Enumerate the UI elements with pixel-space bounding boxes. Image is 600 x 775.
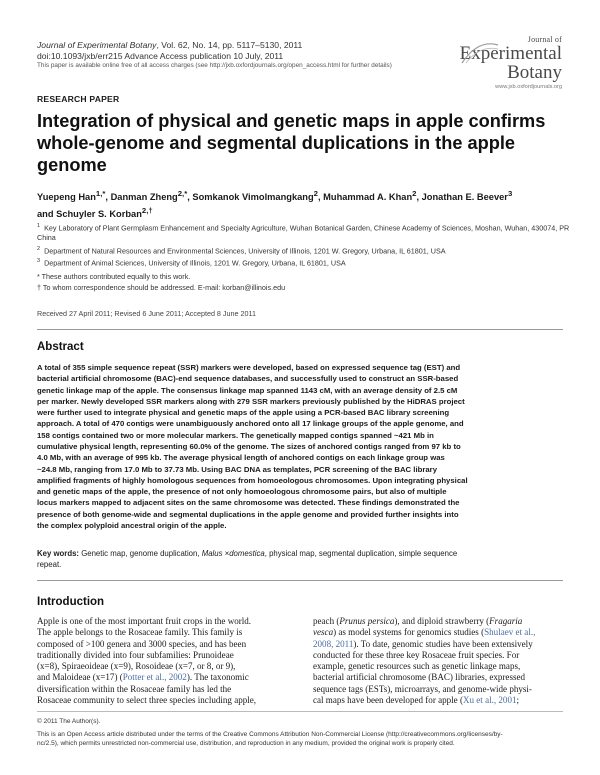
logo-arc-icon	[460, 39, 500, 65]
logo-url: www.jxb.oxfordjournals.org	[495, 84, 562, 90]
paper-title: Integration of physical and genetic maps in apple confirms whole-genome and segmental duplications in the apple genome	[37, 111, 546, 175]
logo-line-2: Experimental	[459, 43, 562, 64]
correspondence-email: To whom correspondence should be addressed. E-mail: korban@illinois.edu	[41, 283, 286, 292]
logo-line-3: Botany	[507, 62, 562, 83]
abstract-line: bacterial artificial chromosome (BAC)-end sequence databases, and successfully used to construct an SSR-based	[37, 374, 459, 384]
affiliation-1: $^1$ Key Laboratory of Plant Germplasm Enhancement and Specialty Agriculture, Wuhan Botanical Garden, Chinese Academy of Sciences, Moshan, Wuhan, 430074, PR China	[37, 223, 570, 243]
abstract-body	[37, 362, 563, 531]
reference-link[interactable]: 2008, 2011	[313, 638, 354, 649]
correspondence-note: † To whom correspondence should be addressed. E-mail: korban@illinois.edu	[37, 283, 286, 292]
keywords-label: Key words:	[37, 549, 80, 558]
license-text: This is an Open Access article distributed under the terms of the Creative Commons Attribution Non-Commercial License (http://creativecommons.org/licenses/by- nc/2.5), which permits unrestricted non-commercial use, distribution, and reproduction in any medium, provided the original work is properly cited.	[37, 731, 503, 747]
abstract-line: genetic linkage map of the apple. The consensus linkage map spanned 1143 cM, with an average density of 2.5 cM	[37, 385, 458, 395]
open-access-note: This paper is available online free of all access charges (see http://jxb.oxfordjournals.org/open_access.html for further details)	[37, 62, 392, 69]
author-affiliation-mark: 3	[507, 189, 513, 198]
received-dates: Received 27 April 2011; Revised 6 June 2011; Accepted 8 June 2011	[37, 309, 256, 318]
journal-volume-pages: , Vol. 62, No. 14, pp. 5117–5130, 2011	[156, 40, 303, 50]
abstract-line: cumulative physical length, representing 60.0% of the genome. The sizes of anchored contigs ranged from 97 kb to	[37, 441, 461, 451]
abstract-line: presence of both genome-wide and segmental duplications in the apple genome and provided further insights into	[37, 509, 459, 519]
author-affiliation-mark: 2,†	[141, 206, 153, 216]
abstract-line: and genetic maps of the apple, the presence of not only homoeologous chromosome pairs, but also of multiple	[37, 487, 447, 497]
author-name: Schuyler S. Korban	[56, 209, 142, 220]
keywords: Key words: Genetic map, genome duplication, Malus ×domestica, physical map, segmental duplication, simple sequence repeat.	[37, 549, 458, 570]
abstract-line: approach. A total of 470 contigs were unambiguously anchored onto all 17 linkage groups of the apple genome, and	[37, 419, 464, 429]
reference-link[interactable]: Shulaev et al.,	[484, 627, 536, 638]
abstract-line: A total of 355 simple sequence repeat (SSR) markers were developed, based on expressed sequence tag (EST) and	[37, 363, 461, 372]
species-name: Malus ×domestica	[201, 549, 265, 558]
logo-line-1: Journal of	[527, 35, 562, 44]
author-name: Jonathan E. Beever	[421, 192, 508, 203]
author-affiliation-mark: 2	[412, 189, 417, 198]
divider	[37, 329, 563, 330]
abstract-line: amplified fragments of highly homologous sequences from homoeologous chromosomes. Upon integrating physical	[37, 475, 468, 485]
abstract-line: per marker. Newly developed SSR markers along with 279 SSR markers previously published by the HiDRAS project	[37, 396, 465, 406]
abstract-line: 4.0 Mb, with an average of 995 kb. The average physical length of anchored contigs on each linkage group was	[37, 453, 445, 463]
doi-line: doi:10.1093/jxb/err215 Advance Access publication 10 July, 2011	[37, 51, 284, 61]
author-name: Somkanok Vimolmangkang	[192, 192, 314, 203]
affiliation-3: $^3$ Department of Animal Sciences, University of Illinois, 1201 W. Gregory, Urbana, IL 61801, USA	[37, 258, 346, 268]
author-affiliation-mark: 1,*	[95, 189, 106, 198]
author-affiliation-mark: 2	[313, 189, 318, 198]
journal-logo	[452, 35, 562, 90]
author-affiliation-mark: 2,*	[177, 189, 188, 198]
author-list: Yuepeng Han$^{1,*}$, Danman Zheng$^{2,*}$, Somkanok Vimolmangkang$^2$, Muhammad A. Khan$^2$, Jonathan E. Beever$^3$ and Schuyler S. Korban$^{2,\dagger}$	[37, 189, 513, 220]
introduction-heading: Introduction	[37, 596, 105, 608]
abstract-heading: Abstract	[37, 341, 84, 353]
author-name: Muhammad A. Khan	[323, 192, 413, 203]
reference-link[interactable]: Potter et al., 2002	[122, 672, 187, 683]
equal-contribution-note: * These authors contributed equally to this work.	[37, 272, 191, 281]
abstract-line: 158 contigs contained two or more molecular markers. The genetically mapped contigs spanned ~421 Mb in	[37, 430, 434, 440]
reference-link[interactable]: Xu et al., 2001	[462, 695, 517, 706]
abstract-line: locus markers mapped to adjacent sites on the same chromosome was detected. These findings demonstrated the	[37, 498, 460, 508]
journal-name: Journal of Experimental Botany	[37, 40, 157, 50]
intro-left-column: Apple is one of the most important fruit crops in the world. The apple belongs to the Rosaceae family. This family is composed of >100 genera and 3000 species, and has been traditionally divided into four subfamilies: Prunoideae (x=8), Spiraeoideae (x=9), Rosoideae (x=7, or 8, or 9), and Maloideae (x=17) (Potter et al., 2002). The taxonomic diversification within the Rosaceae family has led the Rosaceae community to select three species including apple,	[37, 616, 257, 706]
section-tag: RESEARCH PAPER	[37, 94, 120, 104]
abstract-line: ~24.8 Mb, ranging from 17.0 Mb to 37.73 Mb. Using BAC DNA as templates, PCR screening of the BAC library	[37, 464, 437, 474]
abstract-line: the complex polyploid ancestral origin of the apple.	[37, 520, 227, 530]
affiliation-2: $^2$ Department of Natural Resources and Environmental Sciences, University of Illinois, 1201 W. Gregory, Urbana, IL 61801, USA	[37, 246, 446, 256]
footer-divider	[37, 711, 563, 712]
divider	[37, 580, 563, 581]
author-name: Danman Zheng	[110, 192, 178, 203]
author-name: Yuepeng Han	[37, 192, 96, 203]
journal-citation	[37, 40, 302, 50]
copyright: © 2011 The Author(s).	[37, 718, 101, 725]
abstract-line: were further used to integrate physical and genetic maps of the apple using a PCR-based BAC library screening	[37, 408, 450, 418]
intro-right-column: peach (Prunus persica), and diploid strawberry (Fragaria vesca) as model systems for genomics studies (Shulaev et al., 2008, 2011). To date, genomic studies have been extensively conducted for these three key Rosaceae fruit species. For example, genetic resources such as genetic linkage maps, bacterial artificial chromosome (BAC) libraries, expressed sequence tags (ESTs), microarrays, and genome-wide physi- cal maps have been developed for apple (Xu et al., 2001;	[313, 616, 536, 706]
